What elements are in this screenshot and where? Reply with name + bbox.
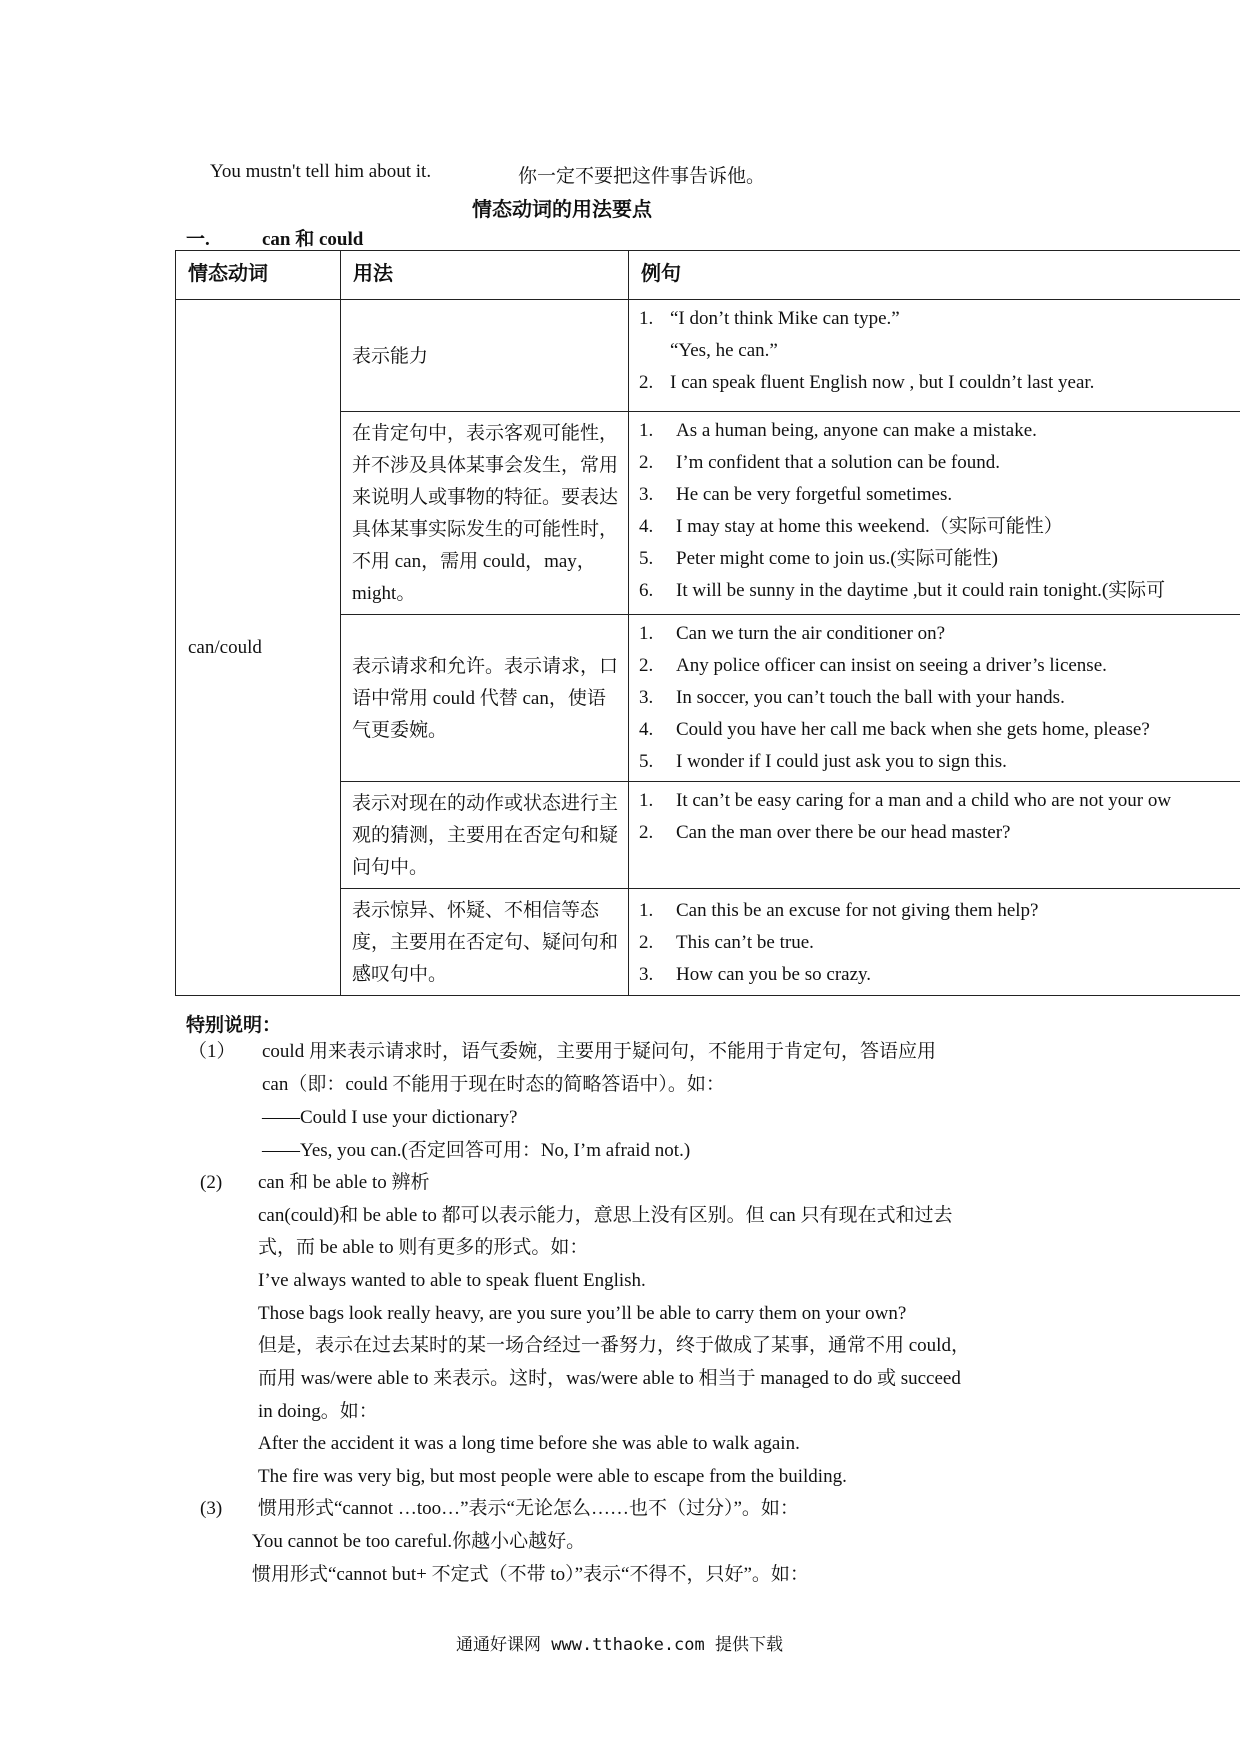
note-line: could 用来表示请求时，语气委婉，主要用于疑问句，不能用于肯定句，答语应用 <box>262 1041 936 1062</box>
example-line: 1. As a human being, anyone can make a mistake. <box>639 420 1037 441</box>
usage-cell: 表示请求和允许。表示请求，口语中常用 could 代替 can，使语气更委婉。 <box>341 615 629 782</box>
note-line: ——Could I use your dictionary? <box>262 1107 518 1128</box>
example-line: 2. This can’t be true. <box>639 932 814 953</box>
examples-cell <box>629 782 1240 889</box>
examples-cell <box>629 615 1240 782</box>
note-line: 惯用形式“cannot but+ 不定式（不带 to）”表示“不得不，只好”。如： <box>252 1564 809 1585</box>
header-examples: 例句 <box>629 251 1240 300</box>
note-line: After the accident it was a long time before she was able to walk again. <box>258 1433 800 1454</box>
intro-chinese: 你一定不要把这件事告诉他。 <box>518 166 766 187</box>
table-row <box>176 300 1240 412</box>
example-line: 2. Can the man over there be our head master? <box>639 822 1011 843</box>
page-footer: 通通好课网 www.tthaoke.com 提供下载 <box>456 1635 783 1655</box>
examples-cell <box>629 889 1240 996</box>
modal-verb-cell: can/could <box>176 300 341 996</box>
note-line: 式，而 be able to 则有更多的形式。如： <box>258 1237 589 1258</box>
grammar-table <box>175 250 1240 996</box>
note-line: ——Yes, you can.(否定回答可用：No, I’m afraid not.) <box>262 1140 691 1161</box>
note-line: The fire was very big, but most people were able to escape from the building. <box>258 1466 847 1487</box>
note-number: （1） <box>188 1041 236 1062</box>
example-line: 2. Any police officer can insist on seeing a driver’s license. <box>639 655 1107 676</box>
usage-cell: 表示惊异、怀疑、不相信等态度，主要用在否定句、疑问句和感叹句中。 <box>341 889 629 996</box>
example-line: 5. Peter might come to join us.(实际可能性) <box>639 548 998 569</box>
example-line: 1. It can’t be easy caring for a man and a child who are not your ow <box>639 790 1172 811</box>
note-line: 而用 was/were able to 来表示。这时，was/were able to 相当于 managed to do 或 succeed <box>258 1368 961 1389</box>
examples-cell <box>629 300 1240 412</box>
doc-title: 情态动词的用法要点 <box>472 199 652 221</box>
example-line: 1. Can this be an excuse for not giving them help? <box>639 900 1039 921</box>
example-line: 2. I can speak fluent English now , but I couldn’t last year. <box>639 372 1095 393</box>
note-line: in doing。如： <box>258 1401 378 1422</box>
example-line: 6. It will be sunny in the daytime ,but it could rain tonight.(实际可 <box>639 580 1166 601</box>
note-number: (3) <box>200 1498 223 1519</box>
example-line: 5. I wonder if I could just ask you to sign this. <box>639 751 1007 772</box>
section-number: 一. <box>186 229 210 250</box>
example-line: “Yes, he can.” <box>670 340 778 361</box>
example-line: 3. He can be very forgetful sometimes. <box>639 484 953 505</box>
note-line: I’ve always wanted to able to speak fluent English. <box>258 1270 646 1291</box>
note-line: can(could)和 be able to 都可以表示能力，意思上没有区别。但 can 只有现在式和过去 <box>258 1205 953 1226</box>
note-line: Those bags look really heavy, are you sure you’ll be able to carry them on your own? <box>258 1303 907 1324</box>
example-line: 1. Can we turn the air conditioner on? <box>639 623 946 644</box>
example-line: 2. I’m confident that a solution can be found. <box>639 452 1000 473</box>
note-line: can 和 be able to 辨析 <box>258 1172 430 1193</box>
note-line: can（即：could 不能用于现在时态的简略答语中）。如： <box>262 1074 725 1095</box>
header-usage: 用法 <box>341 251 629 300</box>
examples-cell <box>629 412 1240 615</box>
usage-cell: 在肯定句中，表示客观可能性，并不涉及具体某事会发生，常用来说明人或事物的特征。要表达具体某事实际发生的可能性时，不用 can，需用 could，may，might。 <box>341 412 629 615</box>
usage-cell: 表示能力 <box>341 300 629 412</box>
header-modal-verb: 情态动词 <box>176 251 341 300</box>
table-header-row <box>176 251 1240 300</box>
example-line: 4. I may stay at home this weekend.（实际可能性） <box>639 516 1063 537</box>
example-line: 3. How can you be so crazy. <box>639 964 872 985</box>
example-line: 3. In soccer, you can’t touch the ball with your hands. <box>639 687 1065 708</box>
intro-english: You mustn't tell him about it. <box>210 161 432 182</box>
note-line: You cannot be too careful.你越小心越好。 <box>252 1531 586 1552</box>
usage-cell: 表示对现在的动作或状态进行主观的猜测，主要用在否定句和疑问句中。 <box>341 782 629 889</box>
note-line: 但是，表示在过去某时的某一场合经过一番努力，终于做成了某事，通常不用 could， <box>258 1335 970 1356</box>
example-line: 4. Could you have her call me back when she gets home, please? <box>639 719 1150 740</box>
note-number: (2) <box>200 1172 223 1193</box>
note-line: 惯用形式“cannot …too…”表示“无论怎么……也不（过分）”。如： <box>258 1498 799 1519</box>
notes-heading: 特别说明： <box>186 1015 282 1036</box>
section-title: can 和 could <box>262 229 364 250</box>
example-line: 1. “I don’t think Mike can type.” <box>639 308 900 329</box>
